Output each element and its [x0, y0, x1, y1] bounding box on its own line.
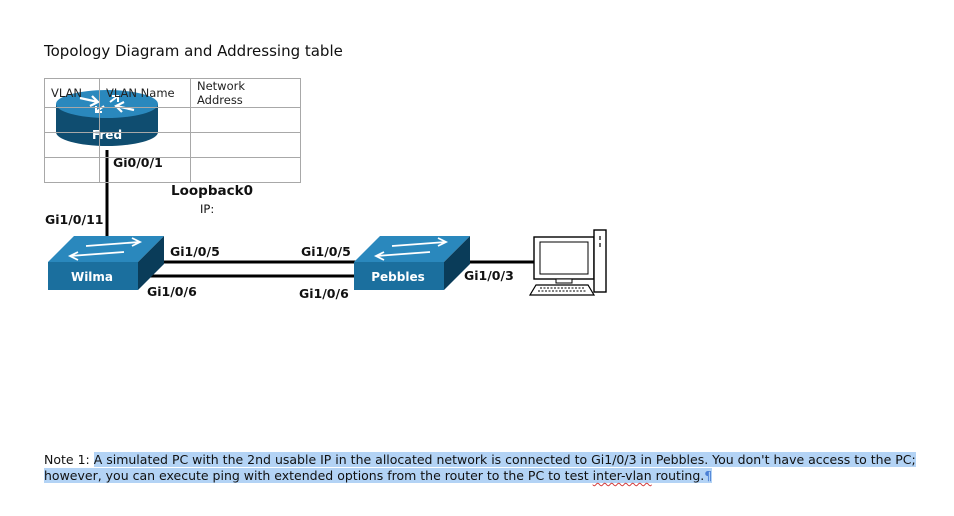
- table-row: [45, 133, 301, 158]
- column-header-vlan-name: VLAN Name: [100, 79, 191, 108]
- router-port-label: Gi0/0/1: [113, 155, 163, 170]
- wilma-port-b-label: Gi1/0/6: [147, 284, 197, 299]
- table-cell[interactable]: [191, 133, 301, 158]
- pc-icon[interactable]: [530, 230, 606, 295]
- switch-icon[interactable]: [48, 236, 164, 290]
- loopback-label: Loopback0: [171, 183, 253, 199]
- wilma-port-a-label: Gi1/0/5: [170, 244, 220, 259]
- switch-icon[interactable]: [354, 236, 470, 290]
- table-cell[interactable]: [45, 108, 100, 133]
- note-selected-text-line-1: A simulated PC with the 2nd usable IP in the allocated network is connected to Gi1/0/3 in Pebbles. You don't have access to the PC;: [93, 452, 916, 467]
- table-cell[interactable]: [45, 158, 100, 183]
- note-selected-text-line-2c: routing.: [651, 468, 705, 483]
- table-cell[interactable]: [191, 108, 301, 133]
- page-title: Topology Diagram and Addressing table: [44, 42, 343, 60]
- note-paragraph[interactable]: [44, 452, 924, 484]
- column-header-vlan: VLAN: [45, 79, 100, 108]
- pebbles-port-a-label: Gi1/0/5: [301, 244, 351, 259]
- table-cell[interactable]: [100, 108, 191, 133]
- addressing-table: [44, 78, 301, 183]
- column-header-network-address: Network Address: [191, 79, 301, 108]
- loopback-ip-label: IP:: [200, 202, 215, 216]
- table-header-row: [45, 79, 301, 108]
- table-row: [45, 108, 301, 133]
- table-row: [45, 158, 301, 183]
- note-selected-text-line-2a: however, you can execute ping with extended options from the router to the PC to test: [44, 468, 593, 483]
- router-name: Fred: [91, 128, 123, 142]
- table-cell[interactable]: [100, 158, 191, 183]
- note-prefix: Note 1:: [44, 452, 94, 467]
- pebbles-pc-port-label: Gi1/0/3: [464, 268, 514, 283]
- table-cell[interactable]: [191, 158, 301, 183]
- table-cell[interactable]: [45, 133, 100, 158]
- note-misspelled-word: inter-vlan: [592, 468, 652, 483]
- switch-wilma-name: Wilma: [70, 270, 114, 284]
- pebbles-port-b-label: Gi1/0/6: [299, 286, 349, 301]
- switch-pebbles-name: Pebbles: [371, 270, 425, 284]
- table-cell[interactable]: [100, 133, 191, 158]
- pilcrow-mark: ¶: [704, 468, 713, 483]
- wilma-uplink-port-label: Gi1/0/11: [45, 212, 104, 227]
